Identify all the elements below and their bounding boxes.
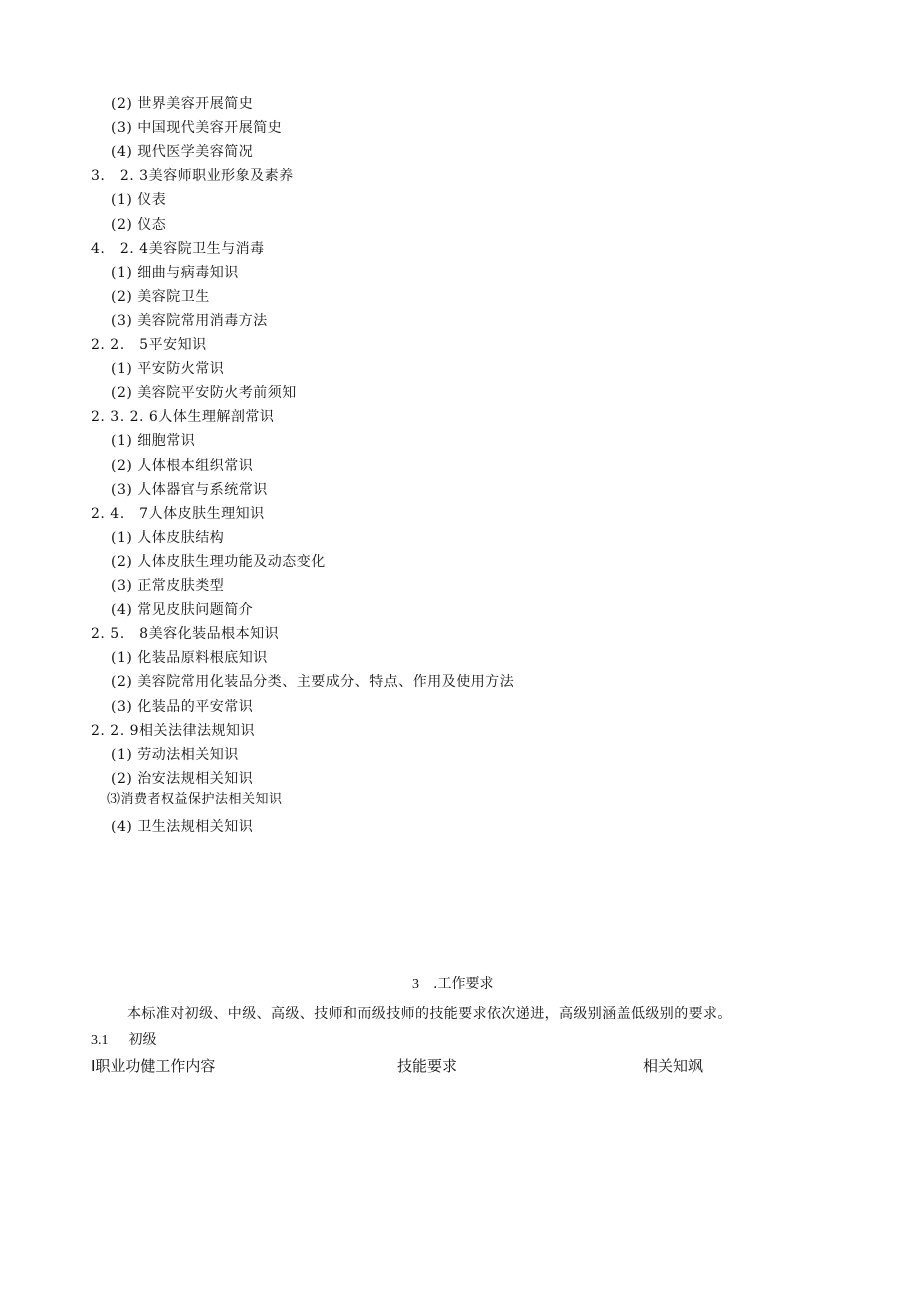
outline-item: (4) 常见皮肤问题简介: [111, 602, 254, 618]
outline-item: ⑶消费者权益保护法相关知识: [107, 792, 283, 807]
table-header-job-content: I职业功健工作内容: [91, 1057, 216, 1075]
outline-item: (1) 细曲与病毒知识: [111, 265, 239, 281]
section-intro-paragraph: 本标准对初级、中级、高级、技师和而级技师的技能要求依次递进，高级别涵盖低级别的要求。: [127, 1006, 732, 1022]
outline-item: (1) 仪表: [111, 192, 167, 208]
outline-item: (1) 细胞常识: [111, 433, 196, 449]
outline-item: (2) 世界美容开展简史: [111, 96, 254, 112]
outline-section-heading: 2. 2. 5平安知识: [91, 337, 207, 353]
outline-item: (4) 现代医学美容简况: [111, 144, 254, 160]
outline-item: (2) 仪态: [111, 217, 167, 233]
outline-item: (1) 人体皮肤结构: [111, 530, 225, 546]
outline-section-heading: 2. 5. 8美容化装品根本知识: [91, 626, 280, 642]
outline-item: (1) 化装品原料根底知识: [111, 650, 268, 666]
outline-item: (1) 平安防火常识: [111, 361, 225, 377]
subsection-3-1-heading: [91, 1029, 157, 1049]
table-header-related-knowledge: 相关知飒: [643, 1057, 704, 1075]
section-3-heading: [412, 973, 493, 993]
outline-section-heading: 2. 4. 7人体皮肤生理知识: [91, 506, 265, 522]
section-number: 3: [412, 977, 419, 992]
subsection-title: 初级: [128, 1032, 157, 1048]
outline-item: (2) 人体皮肤生理功能及动态变化: [111, 554, 326, 570]
outline-section-heading: 2. 3. 2. 6人体生理解剖常识: [91, 409, 275, 425]
outline-section-heading: 2. 2. 9相关法律法规知识: [91, 723, 256, 739]
subsection-number: 3.1: [91, 1033, 109, 1048]
outline-item: (4) 卫生法规相关知识: [111, 819, 254, 835]
outline-item: (2) 治安法规相关知识: [111, 771, 254, 787]
outline-item: (3) 化装品的平安常识: [111, 699, 254, 715]
table-header-skill-requirements: 技能要求: [397, 1057, 458, 1075]
outline-item: (2) 人体根本组织常识: [111, 458, 254, 474]
outline-item: (3) 美容院常用消毒方法: [111, 313, 268, 329]
outline-item: (1) 劳动法相关知识: [111, 747, 239, 763]
outline-item: (3) 中国现代美容开展简史: [111, 120, 283, 136]
outline-item: (2) 美容院常用化装品分类、主要成分、特点、作用及使用方法: [111, 674, 515, 690]
section-title: .工作要求: [433, 976, 494, 992]
outline-item: (3) 正常皮肤类型: [111, 578, 225, 594]
outline-item: (2) 美容院卫生: [111, 289, 210, 305]
outline-section-heading: 4. 2. 4美容院卫生与消毒: [91, 241, 265, 257]
outline-item: (2) 美容院平安防火考前须知: [111, 385, 297, 401]
outline-item: (3) 人体器官与系统常识: [111, 482, 268, 498]
outline-section-heading: 3. 2. 3美容师职业形象及素养: [91, 168, 294, 184]
